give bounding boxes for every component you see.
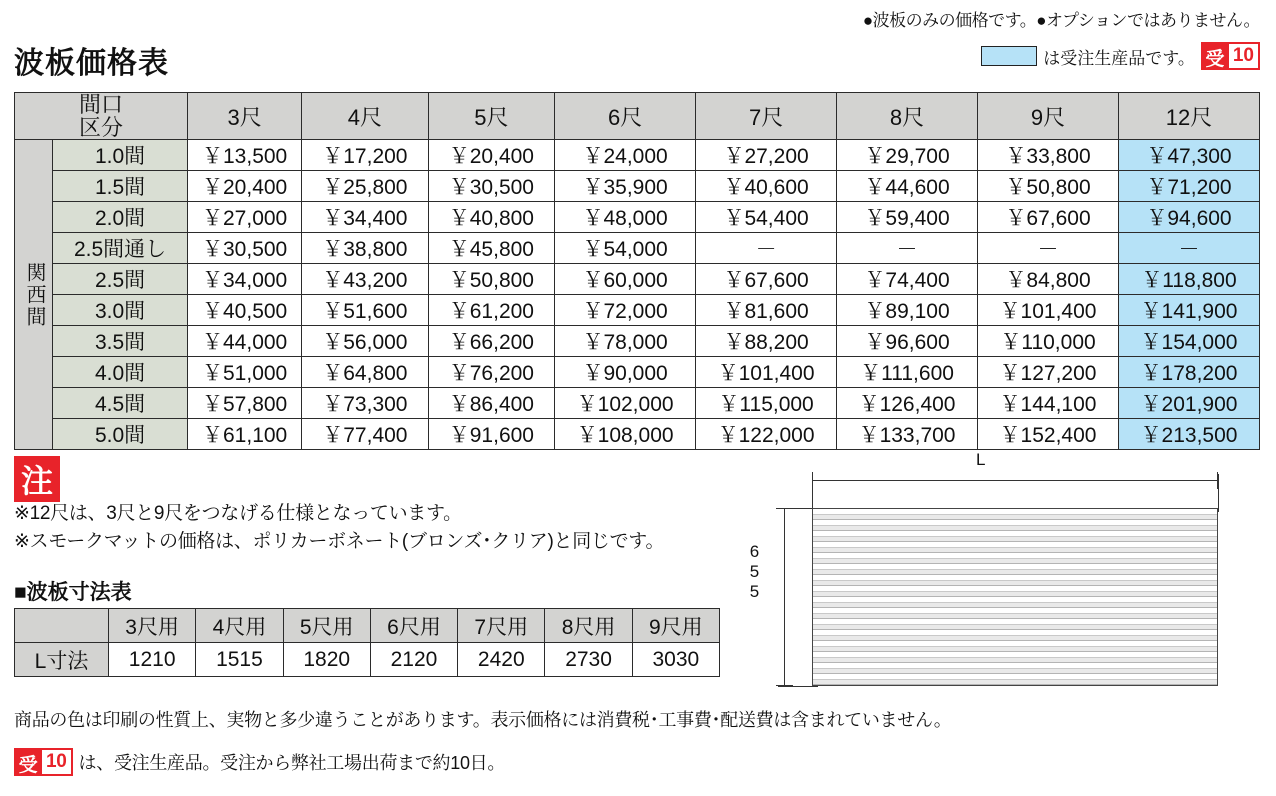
price-cell: ￥78,000	[555, 326, 696, 357]
drawing-horizontal-dimension-line	[812, 480, 1218, 481]
price-cell: ￥59,400	[837, 202, 978, 233]
row-header: 4.5間	[53, 388, 188, 419]
table-row	[15, 326, 1260, 357]
badge-kanji: 受	[14, 748, 42, 776]
dimension-row-label: L寸法	[15, 643, 109, 677]
row-header: 1.0間	[53, 140, 188, 171]
table-row	[15, 233, 1260, 264]
row-header: 5.0間	[53, 419, 188, 450]
caution-mark: 注	[14, 456, 60, 502]
corner-label-line1: 間口	[79, 92, 124, 117]
row-group-label	[15, 140, 53, 450]
badge-days: 10	[1229, 42, 1260, 70]
price-cell: ￥77,400	[302, 419, 429, 450]
price-cell: －	[978, 233, 1119, 264]
footer-note-2-text: は、受注生産品。受注から弊社工場出荷まで約10日。	[78, 753, 506, 773]
dimension-column-header: 7尺用	[458, 609, 545, 643]
legend-label: は受注生産品です。	[1043, 48, 1195, 68]
price-cell: ￥27,200	[696, 140, 837, 171]
price-cell: ￥25,800	[302, 171, 429, 202]
price-cell: ￥110,000	[978, 326, 1119, 357]
dimension-column-header: 6尺用	[370, 609, 457, 643]
price-cell: ￥61,200	[428, 295, 555, 326]
table-row	[15, 202, 1260, 233]
dimension-cell: 1515	[196, 643, 283, 677]
price-cell-order: ￥178,200	[1119, 357, 1260, 388]
price-cell: ￥13,500	[188, 140, 302, 171]
price-cell: ￥50,800	[428, 264, 555, 295]
row-header: 2.0間	[53, 202, 188, 233]
column-header-4: 7尺	[696, 93, 837, 140]
price-cell: ￥102,000	[555, 388, 696, 419]
price-cell: ￥66,200	[428, 326, 555, 357]
row-header: 2.5間	[53, 264, 188, 295]
row-header: 2.5間通し	[53, 233, 188, 264]
price-table-corner-header	[15, 93, 188, 140]
price-cell: ￥34,000	[188, 264, 302, 295]
dimension-column-header: 5尺用	[283, 609, 370, 643]
column-header-1: 4尺	[302, 93, 429, 140]
price-cell: ￥50,800	[978, 171, 1119, 202]
price-cell: ￥29,700	[837, 140, 978, 171]
page-title: 波板価格表	[14, 47, 169, 80]
corner-label-line2: 区分	[79, 115, 124, 141]
price-cell: ￥76,200	[428, 357, 555, 388]
price-cell: ￥89,100	[837, 295, 978, 326]
column-header-7: 12尺	[1119, 93, 1260, 140]
price-cell: ￥43,200	[302, 264, 429, 295]
dimension-cell: 2120	[370, 643, 457, 677]
row-group-label-text: 関西間	[23, 261, 45, 328]
dimension-column-header: 8尺用	[545, 609, 632, 643]
corrugated-panel-graphic	[812, 508, 1218, 686]
row-header: 4.0間	[53, 357, 188, 388]
drawing-extension-right	[1218, 474, 1219, 512]
price-cell-order: －	[1119, 233, 1260, 264]
price-cell: ￥30,500	[428, 171, 555, 202]
made-to-order-badge-footer	[14, 748, 73, 776]
price-cell: ￥133,700	[837, 419, 978, 450]
dimension-column-header: 3尺用	[109, 609, 196, 643]
price-cell: ￥81,600	[696, 295, 837, 326]
price-cell: ￥20,400	[188, 171, 302, 202]
price-cell: ￥34,400	[302, 202, 429, 233]
price-cell: ￥17,200	[302, 140, 429, 171]
caution-note-line-1: ※12尺は、3尺と9尺をつなげる仕様となっています。	[14, 503, 462, 524]
price-cell: ￥88,200	[696, 326, 837, 357]
price-cell: ￥54,400	[696, 202, 837, 233]
price-cell: ￥90,000	[555, 357, 696, 388]
price-cell: ￥64,800	[302, 357, 429, 388]
price-cell-order: ￥47,300	[1119, 140, 1260, 171]
price-cell-order: ￥71,200	[1119, 171, 1260, 202]
column-header-0: 3尺	[188, 93, 302, 140]
price-cell: ￥40,600	[696, 171, 837, 202]
drawing-height-label: 655	[745, 542, 764, 602]
column-header-3: 6尺	[555, 93, 696, 140]
price-cell-order: ￥141,900	[1119, 295, 1260, 326]
price-cell-order: ￥94,600	[1119, 202, 1260, 233]
dimension-cell: 1210	[109, 643, 196, 677]
price-cell: ￥126,400	[837, 388, 978, 419]
price-cell: ￥74,400	[837, 264, 978, 295]
price-cell: ￥72,000	[555, 295, 696, 326]
table-row	[15, 171, 1260, 202]
price-table-wrapper	[14, 92, 1260, 450]
table-row	[15, 388, 1260, 419]
price-cell: ￥51,600	[302, 295, 429, 326]
price-cell: ￥101,400	[696, 357, 837, 388]
price-table	[14, 92, 1260, 450]
price-cell: ￥40,500	[188, 295, 302, 326]
price-cell-order: ￥118,800	[1119, 264, 1260, 295]
price-cell: ￥152,400	[978, 419, 1119, 450]
price-cell: ￥111,600	[837, 357, 978, 388]
price-cell: ￥86,400	[428, 388, 555, 419]
price-cell: ￥61,100	[188, 419, 302, 450]
price-cell: ￥38,800	[302, 233, 429, 264]
dimension-header-row	[15, 609, 720, 643]
table-row	[15, 140, 1260, 171]
price-cell: ￥127,200	[978, 357, 1119, 388]
badge-days: 10	[42, 748, 73, 776]
price-cell: ￥30,500	[188, 233, 302, 264]
footer-note-1: 商品の色は印刷の性質上、実物と多少違うことがあります。表示価格には消費税･工事費･配送費は含まれていません。	[14, 710, 952, 730]
dimension-table-title: ■波板寸法表	[14, 581, 132, 604]
column-header-6: 9尺	[978, 93, 1119, 140]
price-cell: ￥44,600	[837, 171, 978, 202]
price-cell: ￥67,600	[978, 202, 1119, 233]
top-note: ●波板のみの価格です。●オプションではありません。	[862, 11, 1260, 30]
price-cell: ￥57,800	[188, 388, 302, 419]
table-row	[15, 264, 1260, 295]
price-cell: ￥44,000	[188, 326, 302, 357]
dimension-table-wrapper	[14, 608, 720, 677]
price-cell: ￥20,400	[428, 140, 555, 171]
dimension-corner-cell	[15, 609, 109, 643]
price-cell: ￥33,800	[978, 140, 1119, 171]
price-cell: ￥24,000	[555, 140, 696, 171]
dimension-cell: 2730	[545, 643, 632, 677]
price-cell: ￥101,400	[978, 295, 1119, 326]
price-cell: ￥54,000	[555, 233, 696, 264]
price-cell-order: ￥201,900	[1119, 388, 1260, 419]
price-cell: ￥115,000	[696, 388, 837, 419]
price-table-header-row	[15, 93, 1260, 140]
drawing-extension-bottom	[778, 686, 818, 687]
legend	[981, 42, 1260, 70]
price-cell: ￥67,600	[696, 264, 837, 295]
dimension-table	[14, 608, 720, 677]
price-cell: ￥51,000	[188, 357, 302, 388]
price-cell: ￥84,800	[978, 264, 1119, 295]
price-cell: ￥48,000	[555, 202, 696, 233]
dimension-column-header: 9尺用	[632, 609, 719, 643]
price-cell: ￥40,800	[428, 202, 555, 233]
price-cell: ￥91,600	[428, 419, 555, 450]
row-header: 3.0間	[53, 295, 188, 326]
table-row	[15, 419, 1260, 450]
legend-color-swatch	[981, 46, 1037, 66]
panel-drawing	[740, 450, 1240, 700]
dimension-column-header: 4尺用	[196, 609, 283, 643]
price-cell: ￥108,000	[555, 419, 696, 450]
price-cell: ￥27,000	[188, 202, 302, 233]
badge-kanji: 受	[1201, 42, 1229, 70]
column-header-2: 5尺	[428, 93, 555, 140]
drawing-vertical-dimension-line	[784, 508, 785, 686]
dimension-cell: 1820	[283, 643, 370, 677]
price-cell: ￥35,900	[555, 171, 696, 202]
dimension-cell: 3030	[632, 643, 719, 677]
table-row	[15, 643, 720, 677]
price-cell-order: ￥213,500	[1119, 419, 1260, 450]
price-cell: ￥73,300	[302, 388, 429, 419]
dimension-cell: 2420	[458, 643, 545, 677]
footer-note-2	[14, 748, 505, 776]
drawing-length-label: L	[976, 450, 986, 469]
table-row	[15, 357, 1260, 388]
price-cell: ￥144,100	[978, 388, 1119, 419]
table-row	[15, 295, 1260, 326]
price-cell: －	[696, 233, 837, 264]
row-header: 1.5間	[53, 171, 188, 202]
price-cell: －	[837, 233, 978, 264]
price-cell: ￥56,000	[302, 326, 429, 357]
price-cell: ￥122,000	[696, 419, 837, 450]
price-cell: ￥60,000	[555, 264, 696, 295]
price-cell: ￥96,600	[837, 326, 978, 357]
price-cell: ￥45,800	[428, 233, 555, 264]
column-header-5: 8尺	[837, 93, 978, 140]
price-cell-order: ￥154,000	[1119, 326, 1260, 357]
made-to-order-badge	[1201, 42, 1260, 70]
row-header: 3.5間	[53, 326, 188, 357]
caution-note-line-2: ※スモークマットの価格は、ポリカーボネート(ブロンズ･クリア)と同じです。	[14, 530, 665, 552]
caution-notes	[14, 500, 664, 555]
